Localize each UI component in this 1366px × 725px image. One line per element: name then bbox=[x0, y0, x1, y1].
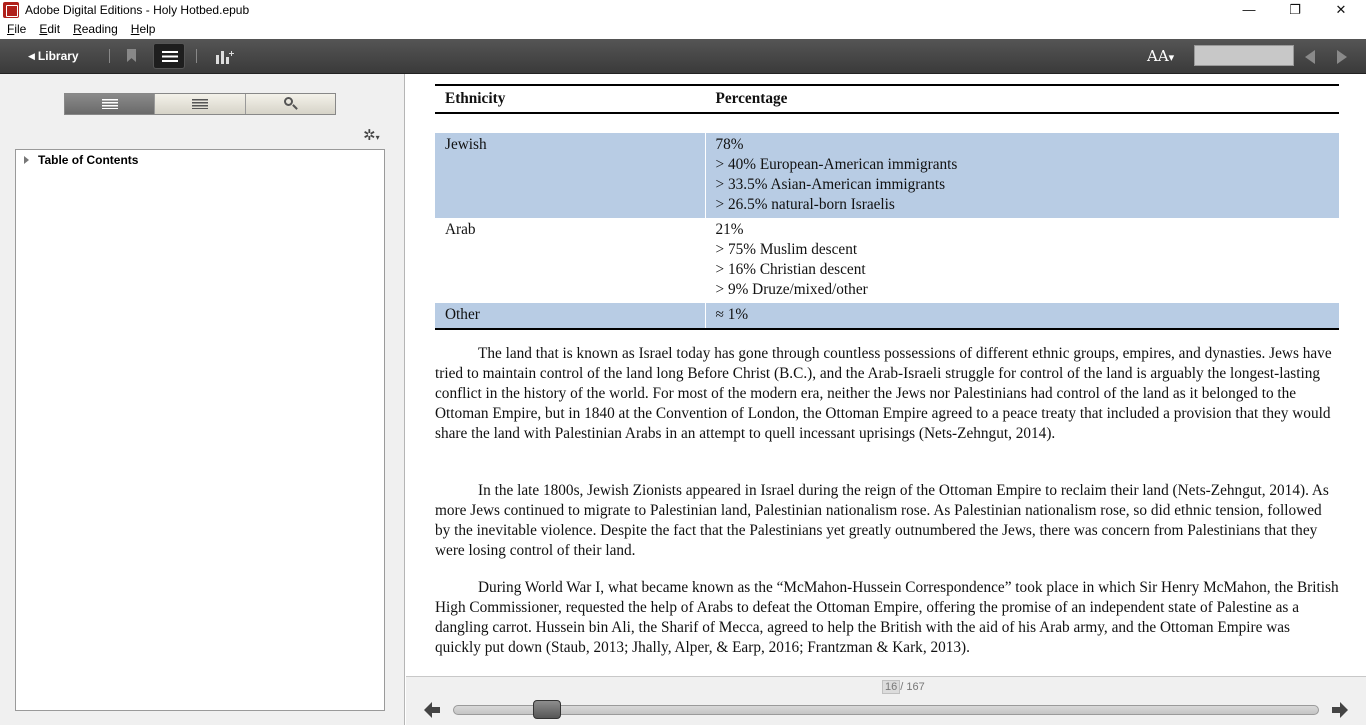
panel-tabs bbox=[64, 93, 336, 115]
percentage-line: > 9% Druze/mixed/other bbox=[715, 281, 868, 298]
toolbar-separator bbox=[196, 49, 197, 63]
menu-help[interactable] bbox=[131, 22, 156, 36]
table-header: Percentage bbox=[705, 85, 1339, 113]
menu-file[interactable] bbox=[7, 22, 26, 36]
menu-help-rest: elp bbox=[139, 22, 156, 36]
table-header: Ethnicity bbox=[435, 85, 705, 113]
chevron-down-icon: ▾ bbox=[1168, 51, 1175, 64]
tab-table-of-contents[interactable] bbox=[65, 94, 155, 114]
table-row bbox=[435, 133, 1339, 218]
chevron-down-icon: ▾ bbox=[375, 133, 380, 142]
current-page-number[interactable]: 16 bbox=[882, 680, 900, 694]
gear-icon: ✲ bbox=[363, 127, 376, 144]
maximize-button[interactable]: ❐ bbox=[1289, 1, 1301, 17]
previous-page-button[interactable] bbox=[1305, 50, 1315, 64]
title-bar bbox=[0, 0, 1366, 19]
menu-reading[interactable] bbox=[73, 22, 118, 36]
percentage-cell bbox=[705, 218, 1339, 303]
navigation-panel bbox=[0, 74, 405, 725]
ethnicity-cell: Other bbox=[435, 303, 705, 329]
back-triangle-icon: ◀ bbox=[28, 50, 35, 61]
ethnicity-table bbox=[435, 84, 1339, 330]
percentage-line: 78% bbox=[715, 136, 744, 153]
page-counter bbox=[882, 681, 925, 693]
percentage-line: > 75% Muslim descent bbox=[715, 241, 858, 258]
body-paragraph: The land that is known as Israel today has gone through countless possessions of different ethnic groups, empires, and dynasties. Jews have tried to maintain control of the land long Before Christ (B.C.), and the Arab-Israeli struggle for control of the land is arguably the longest-lasting conflict in the history of the world. For most of the modern era, neither the Jews nor Palestinians had control of the land as it belonged to the Ottoman Empire, but in 1840 at the Convention of London, the Ottoman Empire agreed to a peace treaty that included a provision that they would share the land with Palestinian Arabs in an attempt to quell incessant uprisings (Nets-Zehngut, 2014). bbox=[435, 345, 1332, 442]
window-title: Adobe Digital Editions - Holy Hotbed.epub bbox=[25, 2, 250, 17]
bar-chart-add-icon[interactable] bbox=[216, 48, 234, 64]
table-row bbox=[435, 303, 1339, 329]
library-button[interactable] bbox=[28, 47, 79, 65]
tab-bookmarks[interactable] bbox=[155, 94, 245, 114]
menu-reading-accel: R bbox=[73, 22, 82, 36]
page-slider-thumb[interactable] bbox=[533, 700, 561, 719]
reading-pane bbox=[406, 74, 1366, 676]
list-icon bbox=[162, 51, 178, 62]
font-size-button[interactable] bbox=[1147, 47, 1174, 65]
table-spacer bbox=[435, 113, 1339, 133]
toolbar bbox=[0, 39, 1366, 74]
ethnicity-cell: Jewish bbox=[435, 133, 705, 218]
toc-view-button[interactable] bbox=[153, 43, 185, 69]
ethnicity-cell: Arab bbox=[445, 221, 476, 238]
search-icon bbox=[284, 97, 293, 106]
toolbar-separator bbox=[109, 49, 110, 63]
bookmark-list-icon bbox=[192, 99, 208, 109]
library-label: Library bbox=[37, 49, 79, 63]
page-separator: / bbox=[900, 681, 904, 693]
forward-arrow-icon[interactable] bbox=[1332, 702, 1348, 718]
bar-icon-part bbox=[221, 51, 224, 64]
tab-search[interactable] bbox=[246, 94, 335, 114]
toc-item-label: Table of Contents bbox=[38, 153, 139, 167]
percentage-cell bbox=[705, 133, 1339, 218]
toc-icon bbox=[102, 99, 118, 109]
percentage-cell bbox=[705, 303, 1339, 329]
table-row bbox=[435, 218, 1339, 303]
percentage-line: > 33.5% Asian-American immigrants bbox=[715, 176, 946, 193]
page-number-field[interactable] bbox=[1194, 45, 1294, 66]
menu-reading-rest: eading bbox=[81, 22, 118, 36]
table-header-row bbox=[435, 85, 1339, 113]
close-button[interactable]: ✕ bbox=[1335, 1, 1347, 17]
panel-options-button[interactable] bbox=[363, 126, 380, 144]
plus-icon-part bbox=[231, 51, 233, 56]
body-paragraph: During World War I, what became known as the “McMahon-Hussein Correspondence” took place in which Sir Henry McMahon, the British High Commissioner, requested the help of Arabs to defeat the Ottoman Empire, offering the promise of an independent state of Palestine as a dangling carrot. Hussein bin Ali, the Sharif of Mecca, agreed to help the British with the aid of his Arab army, and the Ottoman Empire was quickly put down (Staub, 2013; Jhally, Alper, & Earp, 2016; Frantzman & Kark, 2013). bbox=[435, 579, 1339, 656]
percentage-line: 21% bbox=[715, 221, 744, 238]
percentage-line: > 16% Christian descent bbox=[715, 261, 866, 278]
page-slider-track[interactable] bbox=[453, 705, 1319, 715]
menu-help-accel: H bbox=[130, 22, 140, 36]
expand-triangle-icon[interactable] bbox=[24, 156, 29, 164]
adobe-app-icon bbox=[3, 2, 19, 18]
bookmark-icon[interactable] bbox=[127, 49, 136, 62]
minimize-button[interactable]: — bbox=[1242, 2, 1256, 17]
menu-edit-accel: E bbox=[39, 22, 48, 36]
percentage-line: > 26.5% natural-born Israelis bbox=[715, 196, 895, 213]
toc-tree bbox=[15, 149, 385, 711]
percentage-line: ≈ 1% bbox=[715, 306, 749, 323]
font-size-icon: AA bbox=[1147, 47, 1169, 65]
bar-icon-part bbox=[216, 55, 219, 64]
menu-edit[interactable] bbox=[39, 22, 60, 36]
bar-icon-part bbox=[226, 57, 229, 64]
menu-file-rest: ile bbox=[14, 22, 27, 36]
menu-file-accel: F bbox=[7, 22, 15, 36]
body-paragraph: In the late 1800s, Jewish Zionists appeared in Israel during the reign of the Ottoman Empire to reclaim their land (Nets-Zehngut, 2014). As more Jews continued to migrate to Palestinian land, Palestinian nationalism rose. As Palestinian nationalism rose, so did ethnic tension, followed by the inevitable violence. Despite the fact that the Palestinians yet greatly outnumbered the Jews, there was concern from Palestinians that they were losing control of their land. bbox=[435, 482, 1329, 559]
menu-edit-rest: dit bbox=[47, 22, 61, 36]
menu-bar bbox=[0, 19, 1366, 39]
next-page-button[interactable] bbox=[1337, 50, 1347, 64]
page-navigation-bar bbox=[406, 676, 1366, 725]
toc-item[interactable] bbox=[24, 153, 138, 167]
back-arrow-icon[interactable] bbox=[424, 702, 440, 718]
percentage-line: > 40% European-American immigrants bbox=[715, 156, 958, 173]
total-pages: 167 bbox=[906, 681, 925, 693]
